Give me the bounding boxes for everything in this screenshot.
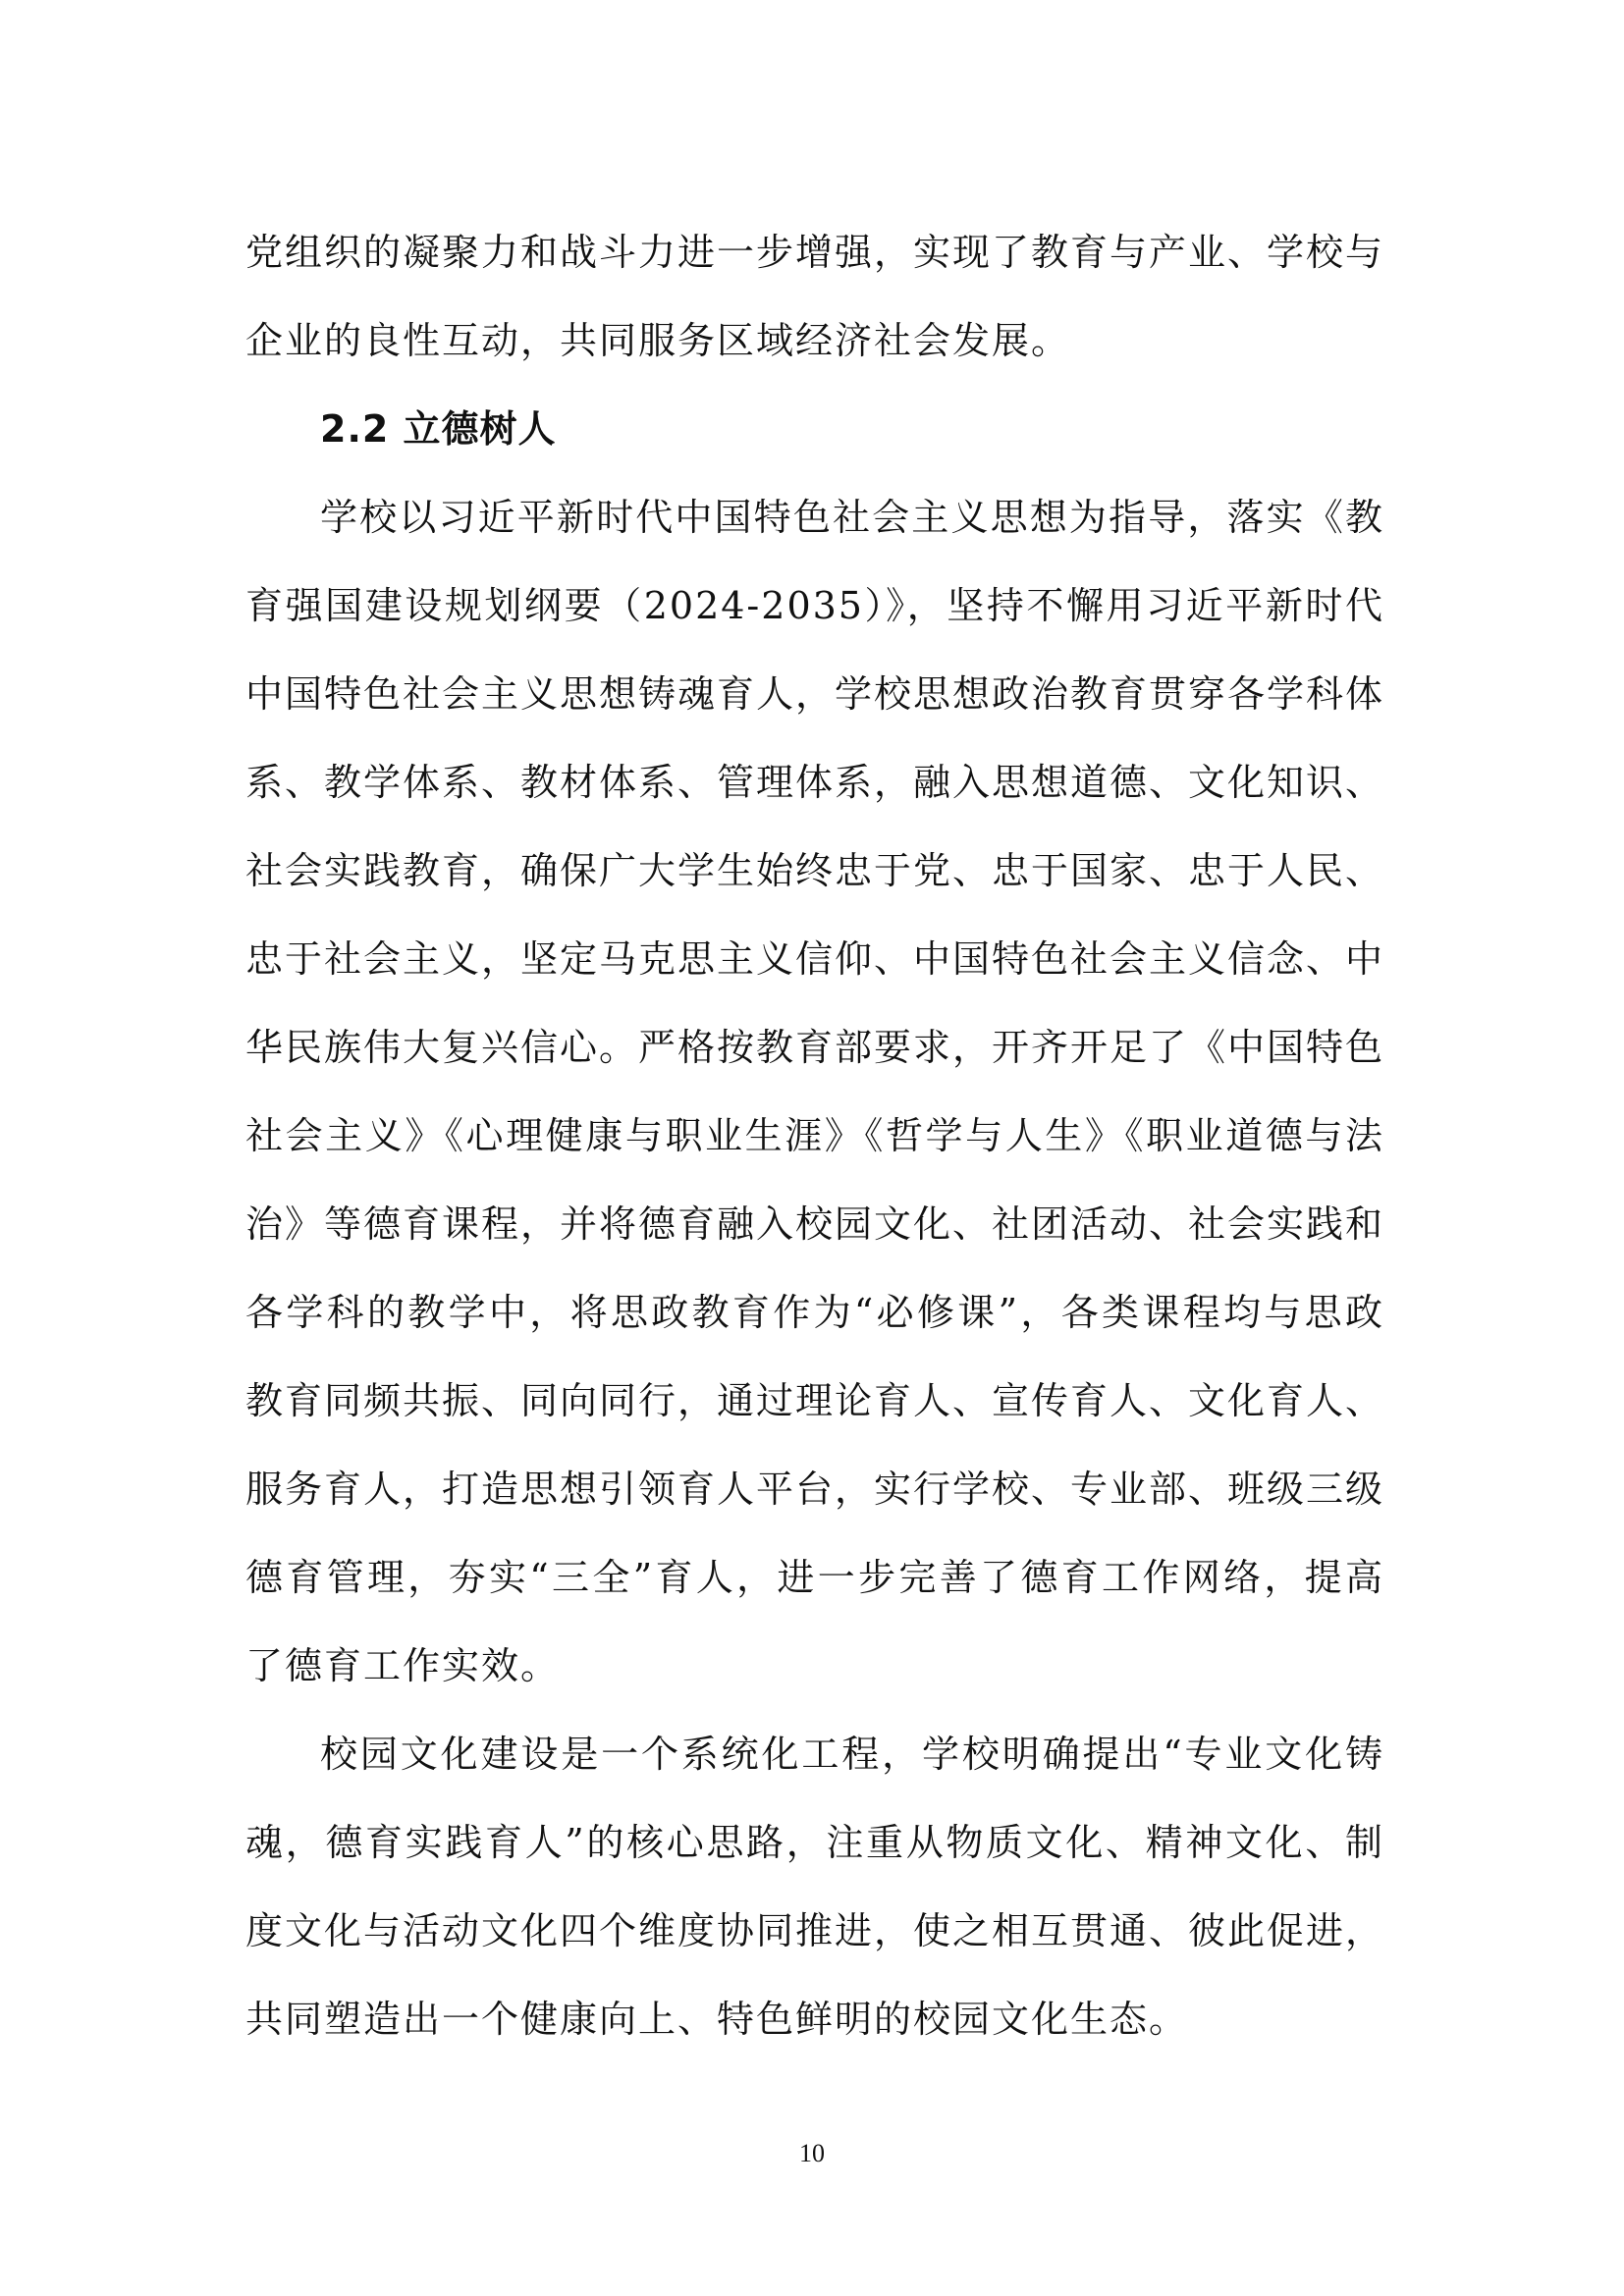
paragraph-campus-culture: 校园文化建设是一个系统化工程，学校明确提出“专业文化铸魂，德育实践育人”的核心思路，注重从物质文化、精神文化、制度文化与活动文化四个维度协同推进，使之相互贯通、彼此促进，共同塑造出一个健康向上、特色鲜明的校园文化生态。	[245, 1733, 1385, 2041]
document-body	[245, 208, 1384, 2063]
paragraph-party-organization: 党组织的凝聚力和战斗力进一步增强，实现了教育与产业、学校与企业的良性互动，共同服务区域经济社会发展。	[245, 231, 1385, 362]
paragraph-moral-education: 学校以习近平新时代中国特色社会主义思想为指导，落实《教育强国建设规划纲要（2024-2035）》，坚持不懈用习近平新时代中国特色社会主义思想铸魂育人，学校思想政治教育贯穿各学科体系、教学体系、教材体系、管理体系，融入思想道德、文化知识、社会实践教育，确保广大学生始终忠于党、忠于国家、忠于人民、忠于社会主义，坚定马克思主义信仰、中国特色社会主义信念、中华民族伟大复兴信心。严格按教育部要求，开齐开足了《中国特色社会主义》《心理健康与职业生涯》《哲学与人生》《职业道德与法治》等德育课程，并将德育融入校园文化、社团活动、社会实践和各学科的教学中，将思政教育作为“必修课”，各类课程均与思政教育同频共振、同向同行，通过理论育人、宣传育人、文化育人、服务育人，打造思想引领育人平台，实行学校、专业部、班级三级德育管理，夯实“三全”育人，进一步完善了德育工作网络，提高了德育工作实效。	[245, 496, 1385, 1687]
section-heading-moral-education: 2.2 立德树人	[320, 407, 557, 451]
page-number: 10	[799, 2139, 825, 2167]
